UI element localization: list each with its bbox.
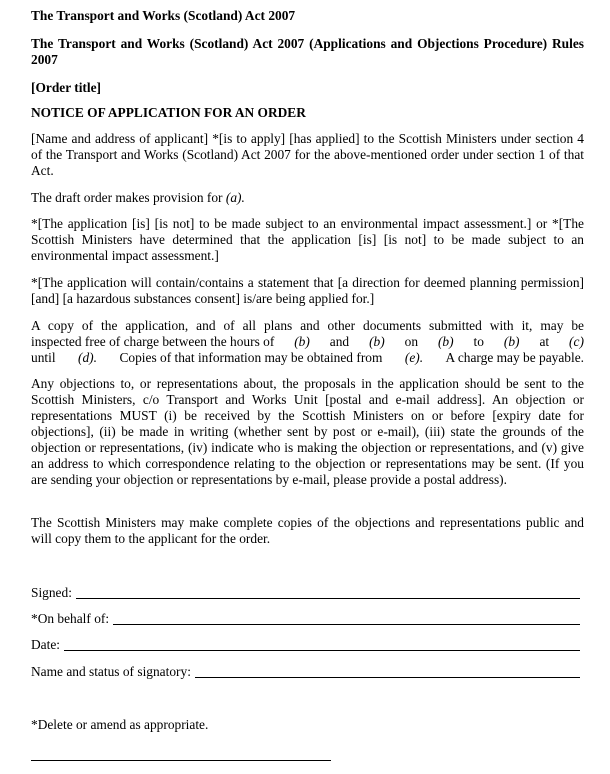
inspection-text: Copies of that information may be obtained from xyxy=(119,350,383,365)
delete-note: *Delete or amend as appropriate. xyxy=(31,717,209,732)
name-status-row xyxy=(31,664,580,680)
objections-paragraph: Any objections to, or representations about, the proposals in the application should be sent to the Scottish Ministers, c/o Transport and Works Unit [postal and e-mail address]. An objection or representations MUST (i) be received by the Scottish Ministers on or before [expiry date for objections], (ii) be made in writing (whether sent by post or e-mail), (iii) state the grounds of the objection or representations, (iv) indicate who is making the objection or representations, and (v) give an address to which correspondence relating to the objection or representations may be sent. (If you are sending your objection or representations by e-mail, please provide a postal address). xyxy=(31,376,584,487)
inspection-text: at xyxy=(539,334,550,349)
inspection-text: on xyxy=(404,334,419,349)
order-title: [Order title] xyxy=(31,80,102,95)
behalf-row xyxy=(31,611,580,627)
placeholder-ref-b: (b) xyxy=(369,334,385,349)
rules-title: The Transport and Works (Scotland) Act 2007 (Applications and Objections Procedure) Rules 2007 xyxy=(31,36,584,67)
copies-paragraph: The Scottish Ministers may make complete copies of the objections and representations public and will copy them to the applicant for the order. xyxy=(31,515,584,546)
draft-order-ref: (a). xyxy=(225,190,245,205)
draft-order-paragraph xyxy=(31,190,584,206)
inspection-line-2 xyxy=(31,334,584,350)
name-status-label: Name and status of signatory: xyxy=(31,664,191,679)
inspection-line-1: A copy of the application, and of all plans and other documents submitted with it, may be xyxy=(31,318,584,333)
placeholder-ref-b: (b) xyxy=(503,334,520,349)
inspection-text: and xyxy=(329,334,350,349)
name-status-field[interactable] xyxy=(195,665,580,678)
draft-order-text: The draft order makes provision for xyxy=(31,190,226,205)
inspection-text: inspected free of charge between the hours of xyxy=(31,334,275,349)
footnote-rule xyxy=(31,760,331,761)
date-field[interactable] xyxy=(64,638,580,651)
inspection-line-3 xyxy=(31,350,584,366)
placeholder-ref-d: (d). xyxy=(78,350,97,365)
behalf-label: *On behalf of: xyxy=(31,611,110,626)
signed-field[interactable] xyxy=(76,586,580,599)
notice-heading: NOTICE OF APPLICATION FOR AN ORDER xyxy=(31,105,306,120)
placeholder-ref-b: (b) xyxy=(437,334,454,349)
act-title: The Transport and Works (Scotland) Act 2007 xyxy=(31,8,296,23)
inspection-text: A charge may be payable. xyxy=(445,350,584,365)
eia-paragraph: *[The application [is] [is not] to be made subject to an environmental impact assessment.] or *[The Scottish Ministers have determined that the application [is] [is not] to be made subject to an environmental impact assessment.] xyxy=(31,216,584,263)
signed-label: Signed: xyxy=(31,585,72,600)
statement-paragraph: *[The application will contain/contains a statement that [a direction for deemed planning permission] [and] [a hazardous substances consent] is/are being applied for.] xyxy=(31,275,584,306)
inspection-text: until xyxy=(31,350,56,365)
date-label: Date: xyxy=(31,637,60,652)
behalf-field[interactable] xyxy=(113,612,580,625)
date-row xyxy=(31,637,580,653)
placeholder-ref-c: (c) xyxy=(569,334,584,349)
placeholder-ref-b: (b) xyxy=(294,334,310,349)
applicant-paragraph: [Name and address of applicant] *[is to apply] [has applied] to the Scottish Ministers under section 4 of the Transport and Works (Scotland) Act 2007 for the above-mentioned order under section 1 of that Act. xyxy=(31,131,584,178)
signed-row xyxy=(31,585,580,601)
placeholder-ref-e: (e). xyxy=(404,350,424,365)
inspection-text: to xyxy=(473,334,484,349)
